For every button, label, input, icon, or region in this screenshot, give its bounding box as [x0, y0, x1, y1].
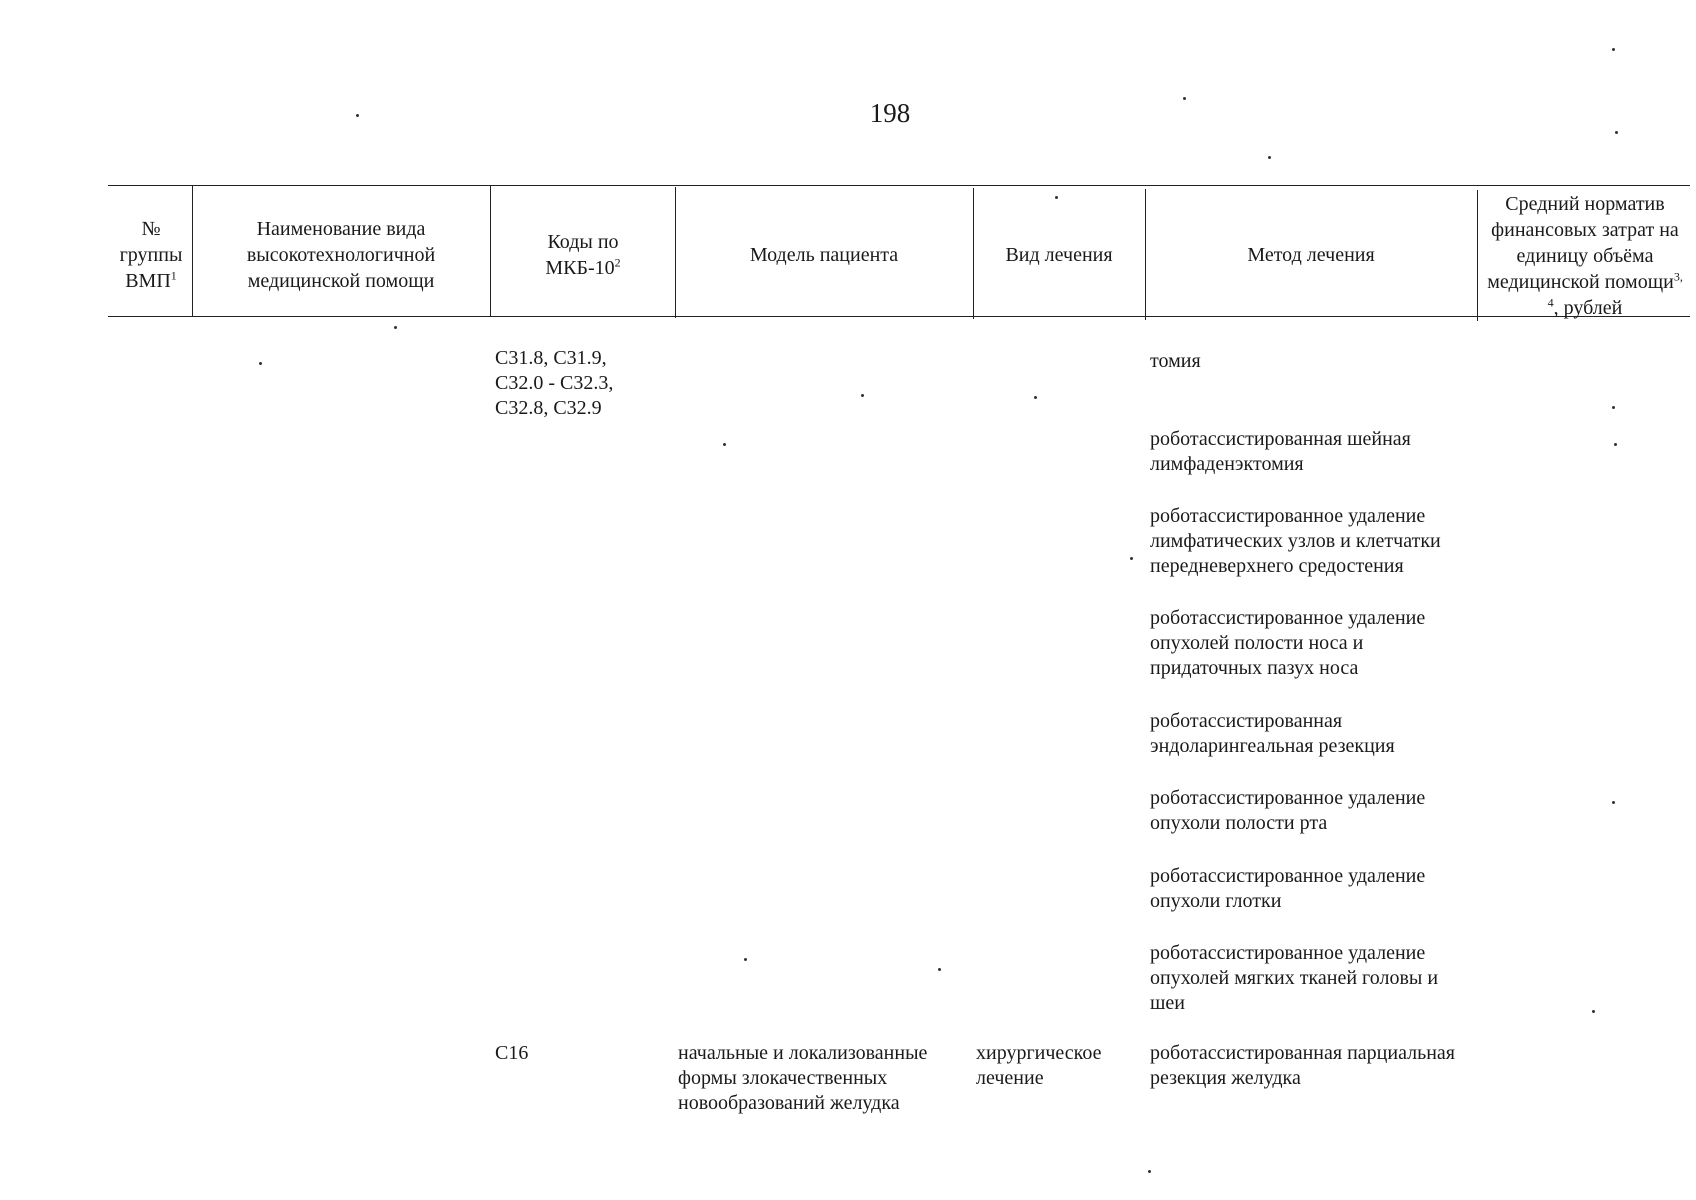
row-1-method-8: роботассистированное удаление опухолей мягких тканей головы и шеи: [1150, 942, 1439, 1014]
row-1-icd-codes: C31.8, C31.9, C32.0 - C32.3, C32.8, C32.9: [495, 347, 614, 419]
scan-speck: [1592, 1010, 1595, 1013]
scan-speck: [1615, 131, 1618, 134]
header-top-rule: [108, 185, 1690, 186]
page-number: 198: [869, 98, 911, 128]
scan-speck: [938, 968, 941, 971]
row-1-method-6: роботассистированное удаление опухоли полости рта: [1150, 787, 1426, 834]
scan-speck: [1183, 97, 1186, 100]
row-2-treatment-type: хирургическое лечение: [976, 1042, 1102, 1089]
header-bottom-rule: [108, 316, 1690, 317]
scan-speck: [1612, 406, 1615, 409]
scan-speck: [1055, 196, 1058, 199]
scan-speck: [1612, 48, 1615, 51]
scan-speck: [1130, 557, 1133, 560]
scan-speck: [394, 326, 397, 329]
row-1-method-7: роботассистированное удаление опухоли глотки: [1150, 865, 1426, 912]
scan-speck: [1148, 1170, 1151, 1173]
row-2-method-1: роботассистированная парциальная резекция желудка: [1150, 1042, 1456, 1089]
row-1-method-2: роботассистированная шейная лимфаденэктомия: [1150, 428, 1411, 475]
row-1-method-3: роботассистированное удаление лимфатических узлов и клетчатки передневерхнего средостения: [1150, 505, 1441, 577]
scan-speck: [1034, 396, 1037, 399]
scan-speck: [744, 958, 747, 961]
column-divider: [675, 187, 676, 318]
column-divider: [973, 188, 974, 319]
header-patient-model: Модель пациента: [749, 244, 899, 266]
row-2-icd-codes: C16: [495, 1042, 529, 1064]
scan-speck: [1612, 801, 1615, 804]
column-divider: [1145, 189, 1146, 320]
scan-speck: [723, 443, 726, 446]
header-care-name: Наименование вида высокотехнологичной медицинской помощи: [246, 218, 436, 292]
row-1-method-1: томия: [1150, 350, 1201, 372]
header-cost-standard: Средний норматив финансовых затрат на единицу объёма медицинской помощи$^{3, 4}$, рублей: [1487, 193, 1683, 319]
scan-speck: [259, 362, 262, 365]
header-treatment-type: Вид лечения: [1005, 244, 1113, 266]
header-treatment-method: Метод лечения: [1247, 244, 1375, 266]
scan-speck: [861, 394, 864, 397]
header-icd-codes: Коды по МКБ-$10^2$: [545, 231, 621, 279]
scan-speck: [1268, 156, 1271, 159]
scan-speck: [356, 114, 359, 117]
row-1-method-4: роботассистированное удаление опухолей полости носа и придаточных пазух носа: [1150, 607, 1426, 679]
column-divider: [192, 185, 193, 317]
row-2-patient-model: начальные и локализованные формы злокачественных новообразований желудка: [678, 1042, 928, 1114]
header-group-number: № группы ВМП$^1$: [119, 218, 183, 292]
scan-speck: [1614, 443, 1617, 446]
column-divider: [490, 186, 491, 317]
column-divider: [1477, 190, 1478, 321]
row-1-method-5: роботассистированная эндоларингеальная резекция: [1150, 710, 1395, 757]
